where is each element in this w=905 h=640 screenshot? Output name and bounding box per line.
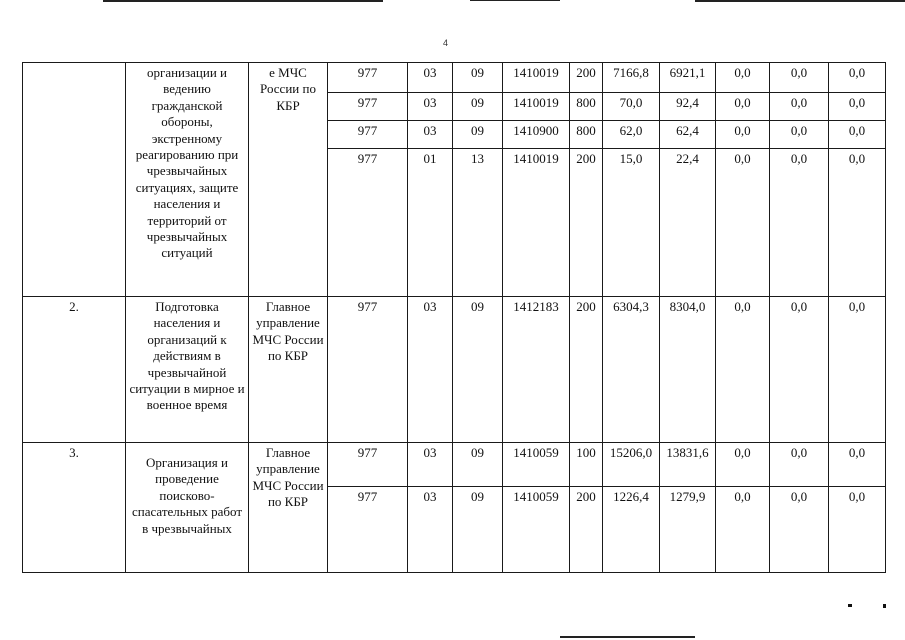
value-cell: 1410019	[503, 93, 570, 121]
value-cell: 03	[408, 487, 453, 573]
scan-artifact-line	[470, 0, 560, 1]
activity-name-cell	[126, 443, 249, 573]
row-number-cell: 3.	[23, 443, 126, 573]
value-cell: 09	[453, 121, 503, 149]
value-cell: 1279,9	[660, 487, 716, 573]
value-cell: 0,0	[716, 443, 770, 487]
value-cell: 200	[570, 487, 603, 573]
value-cell: 0,0	[829, 443, 886, 487]
value-cell: 977	[328, 93, 408, 121]
budget-table	[22, 62, 886, 573]
activity-name-cell: Подготовка населения и организаций к действиям в чрезвычайной ситуации в мирное и военное время	[126, 297, 249, 443]
value-cell: 0,0	[770, 63, 829, 93]
value-cell: 1226,4	[603, 487, 660, 573]
value-cell: 15,0	[603, 149, 660, 297]
scan-speck	[883, 604, 886, 608]
value-cell: 0,0	[716, 487, 770, 573]
scan-artifact-line	[103, 0, 383, 2]
value-cell: 0,0	[829, 63, 886, 93]
value-cell: 7166,8	[603, 63, 660, 93]
value-cell: 0,0	[716, 93, 770, 121]
row-number-cell	[23, 63, 126, 297]
value-cell: 977	[328, 297, 408, 443]
executor-cell: Главное управление МЧС России по КБР	[249, 443, 328, 573]
value-cell: 1410019	[503, 149, 570, 297]
value-cell: 03	[408, 93, 453, 121]
value-cell: 92,4	[660, 93, 716, 121]
table-row	[23, 297, 886, 443]
value-cell: 0,0	[829, 487, 886, 573]
value-cell: 0,0	[716, 121, 770, 149]
value-cell: 800	[570, 121, 603, 149]
scan-artifact-line	[560, 636, 695, 638]
executor-cell: Главное управление МЧС России по КБР	[249, 297, 328, 443]
table-row	[23, 63, 886, 93]
executor-cell: е МЧС России по КБР	[249, 63, 328, 297]
value-cell: 70,0	[603, 93, 660, 121]
value-cell: 03	[408, 297, 453, 443]
value-cell: 09	[453, 443, 503, 487]
value-cell: 977	[328, 121, 408, 149]
row-number-cell: 2.	[23, 297, 126, 443]
value-cell: 0,0	[716, 149, 770, 297]
value-cell: 09	[453, 487, 503, 573]
value-cell: 0,0	[770, 121, 829, 149]
value-cell: 8304,0	[660, 297, 716, 443]
value-cell: 200	[570, 297, 603, 443]
value-cell: 13	[453, 149, 503, 297]
value-cell: 0,0	[829, 121, 886, 149]
value-cell: 0,0	[770, 297, 829, 443]
value-cell: 13831,6	[660, 443, 716, 487]
value-cell: 977	[328, 149, 408, 297]
value-cell: 62,4	[660, 121, 716, 149]
value-cell: 0,0	[829, 149, 886, 297]
value-cell: 200	[570, 63, 603, 93]
value-cell: 977	[328, 443, 408, 487]
scan-artifact-line	[695, 0, 905, 2]
value-cell: 09	[453, 297, 503, 443]
value-cell: 977	[328, 63, 408, 93]
page-number: 4	[443, 38, 449, 48]
value-cell: 0,0	[770, 149, 829, 297]
value-cell: 1412183	[503, 297, 570, 443]
scan-speck	[848, 604, 852, 607]
value-cell: 15206,0	[603, 443, 660, 487]
value-cell: 200	[570, 149, 603, 297]
value-cell: 0,0	[716, 63, 770, 93]
value-cell: 09	[453, 63, 503, 93]
value-cell: 1410059	[503, 443, 570, 487]
value-cell: 100	[570, 443, 603, 487]
value-cell: 0,0	[770, 443, 829, 487]
value-cell: 09	[453, 93, 503, 121]
value-cell: 0,0	[770, 487, 829, 573]
value-cell: 03	[408, 121, 453, 149]
value-cell: 03	[408, 63, 453, 93]
value-cell: 977	[328, 487, 408, 573]
value-cell: 1410900	[503, 121, 570, 149]
value-cell: 62,0	[603, 121, 660, 149]
value-cell: 800	[570, 93, 603, 121]
value-cell: 0,0	[716, 297, 770, 443]
value-cell: 03	[408, 443, 453, 487]
value-cell: 6921,1	[660, 63, 716, 93]
value-cell: 1410019	[503, 63, 570, 93]
value-cell: 01	[408, 149, 453, 297]
value-cell: 1410059	[503, 487, 570, 573]
table-row	[23, 443, 886, 487]
activity-name-cell: организации и ведению гражданской обороны, экстренному реагированию при чрезвычайных ситуациях, защите населения и территорий от чрезвычайных ситуаций	[126, 63, 249, 297]
activity-name-text: Организация и проведение поисково-спасательных работ в чрезвычайных	[131, 455, 243, 536]
value-cell: 0,0	[770, 93, 829, 121]
value-cell: 6304,3	[603, 297, 660, 443]
value-cell: 0,0	[829, 93, 886, 121]
value-cell: 0,0	[829, 297, 886, 443]
value-cell: 22,4	[660, 149, 716, 297]
